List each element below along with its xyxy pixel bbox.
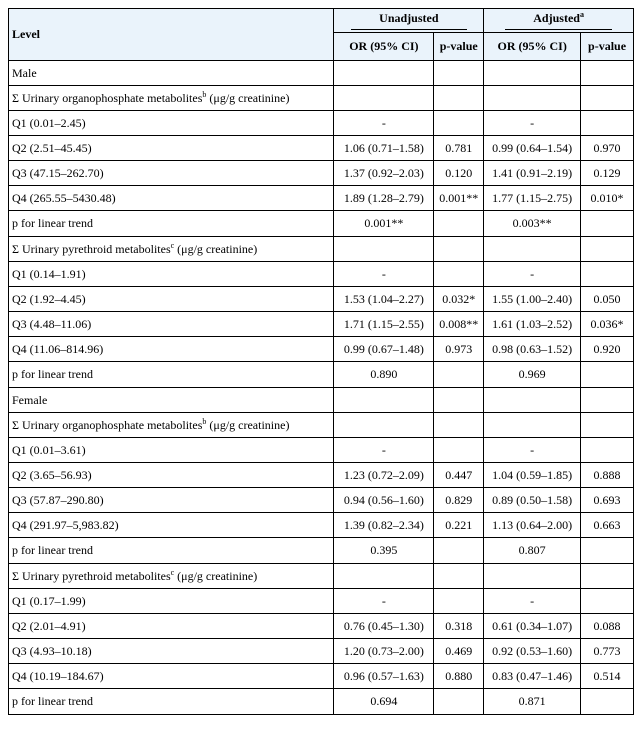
cell-or-ci-adjusted: 0.92 (0.53–1.60) xyxy=(484,639,581,664)
group-label: Σ Urinary pyrethroid metabolites xyxy=(12,568,171,583)
table-row xyxy=(9,111,634,136)
cell-or-ci-unadjusted: - xyxy=(334,438,434,463)
header-level: Level xyxy=(9,9,334,61)
header-p-value-unadjusted: p-value xyxy=(434,33,484,61)
cell-p-value-adjusted xyxy=(581,61,634,86)
cell-p-value-unadjusted: 0.318 xyxy=(434,614,484,639)
cell-or-ci-adjusted xyxy=(484,237,581,262)
footnote-marker: b xyxy=(202,89,207,99)
cell-or-ci-unadjusted: 0.694 xyxy=(334,689,434,715)
cell-p-value-unadjusted: 0.469 xyxy=(434,639,484,664)
header-adjusted-footnote: a xyxy=(579,10,584,19)
row-label: p for linear trend xyxy=(9,211,334,237)
row-label: Q3 (47.15–262.70) xyxy=(9,161,334,186)
row-label: Q1 (0.01–2.45) xyxy=(9,111,334,136)
cell-or-ci-unadjusted: 1.39 (0.82–2.34) xyxy=(334,513,434,538)
row-label: Q1 (0.17–1.99) xyxy=(9,589,334,614)
cell-p-value-unadjusted xyxy=(434,262,484,287)
cell-p-value-adjusted: 0.773 xyxy=(581,639,634,664)
cell-p-value-unadjusted: 0.032* xyxy=(434,287,484,312)
cell-or-ci-unadjusted: 0.76 (0.45–1.30) xyxy=(334,614,434,639)
cell-or-ci-adjusted: 0.61 (0.34–1.07) xyxy=(484,614,581,639)
cell-or-ci-unadjusted xyxy=(334,237,434,262)
table-row xyxy=(9,136,634,161)
table-body xyxy=(9,61,634,715)
table-row xyxy=(9,237,634,262)
row-label xyxy=(9,237,334,262)
table-row xyxy=(9,513,634,538)
cell-p-value-adjusted xyxy=(581,538,634,564)
row-label: Q2 (3.65–56.93) xyxy=(9,463,334,488)
cell-or-ci-unadjusted xyxy=(334,61,434,86)
table-row xyxy=(9,664,634,689)
cell-p-value-adjusted xyxy=(581,589,634,614)
cell-or-ci-unadjusted: 1.53 (1.04–2.27) xyxy=(334,287,434,312)
table-row xyxy=(9,689,634,715)
cell-or-ci-unadjusted: 0.96 (0.57–1.63) xyxy=(334,664,434,689)
footnote-marker: b xyxy=(202,416,207,426)
table-row xyxy=(9,312,634,337)
cell-p-value-unadjusted xyxy=(434,564,484,589)
header-adjusted-label: Adjusted xyxy=(533,11,580,25)
row-label: Q4 (11.06–814.96) xyxy=(9,337,334,362)
cell-or-ci-adjusted: 1.13 (0.64–2.00) xyxy=(484,513,581,538)
row-label: Q2 (2.51–45.45) xyxy=(9,136,334,161)
table-row xyxy=(9,538,634,564)
cell-p-value-adjusted xyxy=(581,689,634,715)
cell-or-ci-unadjusted: 1.71 (1.15–2.55) xyxy=(334,312,434,337)
group-label: Σ Urinary organophosphate metabolites xyxy=(12,90,203,105)
row-label: Female xyxy=(9,388,334,413)
row-label: Q1 (0.14–1.91) xyxy=(9,262,334,287)
cell-p-value-unadjusted xyxy=(434,362,484,388)
unit-label: (μg/g creatinine) xyxy=(174,241,258,256)
cell-p-value-unadjusted xyxy=(434,413,484,438)
row-label: p for linear trend xyxy=(9,538,334,564)
cell-p-value-adjusted xyxy=(581,564,634,589)
cell-or-ci-adjusted: 1.04 (0.59–1.85) xyxy=(484,463,581,488)
cell-or-ci-adjusted: - xyxy=(484,262,581,287)
cell-or-ci-unadjusted xyxy=(334,564,434,589)
cell-p-value-adjusted xyxy=(581,413,634,438)
row-label xyxy=(9,564,334,589)
cell-or-ci-unadjusted: - xyxy=(334,589,434,614)
row-label xyxy=(9,413,334,438)
cell-or-ci-unadjusted: 0.99 (0.67–1.48) xyxy=(334,337,434,362)
cell-p-value-adjusted xyxy=(581,211,634,237)
table-header xyxy=(9,9,634,61)
cell-p-value-adjusted: 0.663 xyxy=(581,513,634,538)
row-label: Q4 (265.55–5430.48) xyxy=(9,186,334,211)
cell-or-ci-unadjusted: 1.37 (0.92–2.03) xyxy=(334,161,434,186)
cell-or-ci-adjusted: 0.871 xyxy=(484,689,581,715)
cell-or-ci-adjusted: 0.83 (0.47–1.46) xyxy=(484,664,581,689)
cell-p-value-adjusted: 0.088 xyxy=(581,614,634,639)
table-row xyxy=(9,337,634,362)
cell-p-value-unadjusted: 0.781 xyxy=(434,136,484,161)
row-label: p for linear trend xyxy=(9,362,334,388)
cell-or-ci-adjusted: - xyxy=(484,111,581,136)
table-row xyxy=(9,413,634,438)
cell-or-ci-unadjusted xyxy=(334,388,434,413)
table-row xyxy=(9,639,634,664)
cell-p-value-adjusted: 0.514 xyxy=(581,664,634,689)
cell-p-value-unadjusted: 0.880 xyxy=(434,664,484,689)
cell-or-ci-adjusted xyxy=(484,564,581,589)
cell-p-value-unadjusted: 0.001** xyxy=(434,186,484,211)
cell-p-value-unadjusted xyxy=(434,438,484,463)
cell-or-ci-adjusted: 0.807 xyxy=(484,538,581,564)
cell-or-ci-adjusted: 1.41 (0.91–2.19) xyxy=(484,161,581,186)
cell-or-ci-adjusted xyxy=(484,388,581,413)
table-row xyxy=(9,262,634,287)
cell-p-value-unadjusted: 0.221 xyxy=(434,513,484,538)
unit-label: (μg/g creatinine) xyxy=(174,568,258,583)
cell-or-ci-unadjusted: - xyxy=(334,262,434,287)
cell-p-value-adjusted: 0.010* xyxy=(581,186,634,211)
cell-p-value-unadjusted xyxy=(434,538,484,564)
cell-or-ci-adjusted: 1.61 (1.03–2.52) xyxy=(484,312,581,337)
row-label: p for linear trend xyxy=(9,689,334,715)
cell-p-value-unadjusted xyxy=(434,589,484,614)
table-row xyxy=(9,388,634,413)
row-label: Q3 (4.93–10.18) xyxy=(9,639,334,664)
row-label: Q2 (1.92–4.45) xyxy=(9,287,334,312)
header-adjusted-wrap xyxy=(505,11,612,30)
row-label: Q4 (291.97–5,983.82) xyxy=(9,513,334,538)
header-or-ci-unadjusted: OR (95% CI) xyxy=(334,33,434,61)
row-label: Q4 (10.19–184.67) xyxy=(9,664,334,689)
table-row xyxy=(9,211,634,237)
cell-p-value-adjusted: 0.888 xyxy=(581,463,634,488)
cell-p-value-unadjusted: 0.008** xyxy=(434,312,484,337)
cell-or-ci-unadjusted: 1.06 (0.71–1.58) xyxy=(334,136,434,161)
header-or-ci-adjusted: OR (95% CI) xyxy=(484,33,581,61)
cell-or-ci-adjusted: 1.55 (1.00–2.40) xyxy=(484,287,581,312)
row-label: Q3 (57.87–290.80) xyxy=(9,488,334,513)
table-row xyxy=(9,614,634,639)
cell-p-value-adjusted xyxy=(581,438,634,463)
cell-p-value-adjusted: 0.129 xyxy=(581,161,634,186)
cell-p-value-adjusted xyxy=(581,237,634,262)
cell-p-value-adjusted: 0.036* xyxy=(581,312,634,337)
cell-or-ci-unadjusted xyxy=(334,86,434,111)
table-row xyxy=(9,61,634,86)
cell-or-ci-unadjusted: 1.23 (0.72–2.09) xyxy=(334,463,434,488)
footnote-marker: c xyxy=(170,567,175,577)
cell-or-ci-adjusted: 0.98 (0.63–1.52) xyxy=(484,337,581,362)
cell-p-value-unadjusted xyxy=(434,388,484,413)
cell-or-ci-unadjusted xyxy=(334,413,434,438)
cell-or-ci-adjusted: 1.77 (1.15–2.75) xyxy=(484,186,581,211)
cell-p-value-unadjusted: 0.120 xyxy=(434,161,484,186)
group-label: Σ Urinary organophosphate metabolites xyxy=(12,417,203,432)
footnote-marker: c xyxy=(170,240,175,250)
header-p-value-adjusted: p-value xyxy=(581,33,634,61)
cell-or-ci-adjusted: 0.003** xyxy=(484,211,581,237)
header-unadjusted-label: Unadjusted xyxy=(351,11,466,30)
row-label: Q3 (4.48–11.06) xyxy=(9,312,334,337)
cell-p-value-unadjusted: 0.973 xyxy=(434,337,484,362)
cell-or-ci-adjusted: - xyxy=(484,589,581,614)
cell-or-ci-adjusted xyxy=(484,61,581,86)
cell-or-ci-adjusted: 0.99 (0.64–1.54) xyxy=(484,136,581,161)
cell-or-ci-unadjusted: 0.001** xyxy=(334,211,434,237)
results-table xyxy=(8,8,634,715)
cell-p-value-adjusted: 0.970 xyxy=(581,136,634,161)
table-row xyxy=(9,86,634,111)
cell-or-ci-unadjusted: 0.890 xyxy=(334,362,434,388)
cell-p-value-unadjusted xyxy=(434,86,484,111)
cell-or-ci-adjusted xyxy=(484,413,581,438)
row-label xyxy=(9,86,334,111)
cell-p-value-adjusted xyxy=(581,388,634,413)
group-label: Σ Urinary pyrethroid metabolites xyxy=(12,241,171,256)
unit-label: (μg/g creatinine) xyxy=(206,90,290,105)
cell-p-value-adjusted xyxy=(581,362,634,388)
table-row xyxy=(9,589,634,614)
cell-or-ci-adjusted: - xyxy=(484,438,581,463)
row-label: Q2 (2.01–4.91) xyxy=(9,614,334,639)
cell-p-value-unadjusted xyxy=(434,689,484,715)
table-row xyxy=(9,463,634,488)
cell-p-value-adjusted xyxy=(581,86,634,111)
table-row xyxy=(9,287,634,312)
cell-p-value-unadjusted: 0.447 xyxy=(434,463,484,488)
cell-p-value-adjusted xyxy=(581,262,634,287)
header-unadjusted xyxy=(334,9,484,33)
cell-p-value-adjusted: 0.693 xyxy=(581,488,634,513)
unit-label: (μg/g creatinine) xyxy=(206,417,290,432)
row-label: Male xyxy=(9,61,334,86)
cell-or-ci-adjusted: 0.89 (0.50–1.58) xyxy=(484,488,581,513)
cell-p-value-unadjusted: 0.829 xyxy=(434,488,484,513)
cell-p-value-unadjusted xyxy=(434,111,484,136)
cell-or-ci-unadjusted: 1.20 (0.73–2.00) xyxy=(334,639,434,664)
cell-p-value-adjusted xyxy=(581,111,634,136)
cell-p-value-unadjusted xyxy=(434,237,484,262)
table-row xyxy=(9,161,634,186)
cell-or-ci-unadjusted: - xyxy=(334,111,434,136)
header-adjusted xyxy=(484,9,634,33)
table-row xyxy=(9,186,634,211)
table-row xyxy=(9,564,634,589)
cell-or-ci-unadjusted: 1.89 (1.28–2.79) xyxy=(334,186,434,211)
cell-p-value-unadjusted xyxy=(434,61,484,86)
row-label: Q1 (0.01–3.61) xyxy=(9,438,334,463)
table-row xyxy=(9,438,634,463)
cell-or-ci-unadjusted: 0.395 xyxy=(334,538,434,564)
cell-or-ci-unadjusted: 0.94 (0.56–1.60) xyxy=(334,488,434,513)
table-row xyxy=(9,488,634,513)
cell-p-value-adjusted: 0.050 xyxy=(581,287,634,312)
cell-p-value-unadjusted xyxy=(434,211,484,237)
cell-or-ci-adjusted xyxy=(484,86,581,111)
cell-or-ci-adjusted: 0.969 xyxy=(484,362,581,388)
table-row xyxy=(9,362,634,388)
cell-p-value-adjusted: 0.920 xyxy=(581,337,634,362)
